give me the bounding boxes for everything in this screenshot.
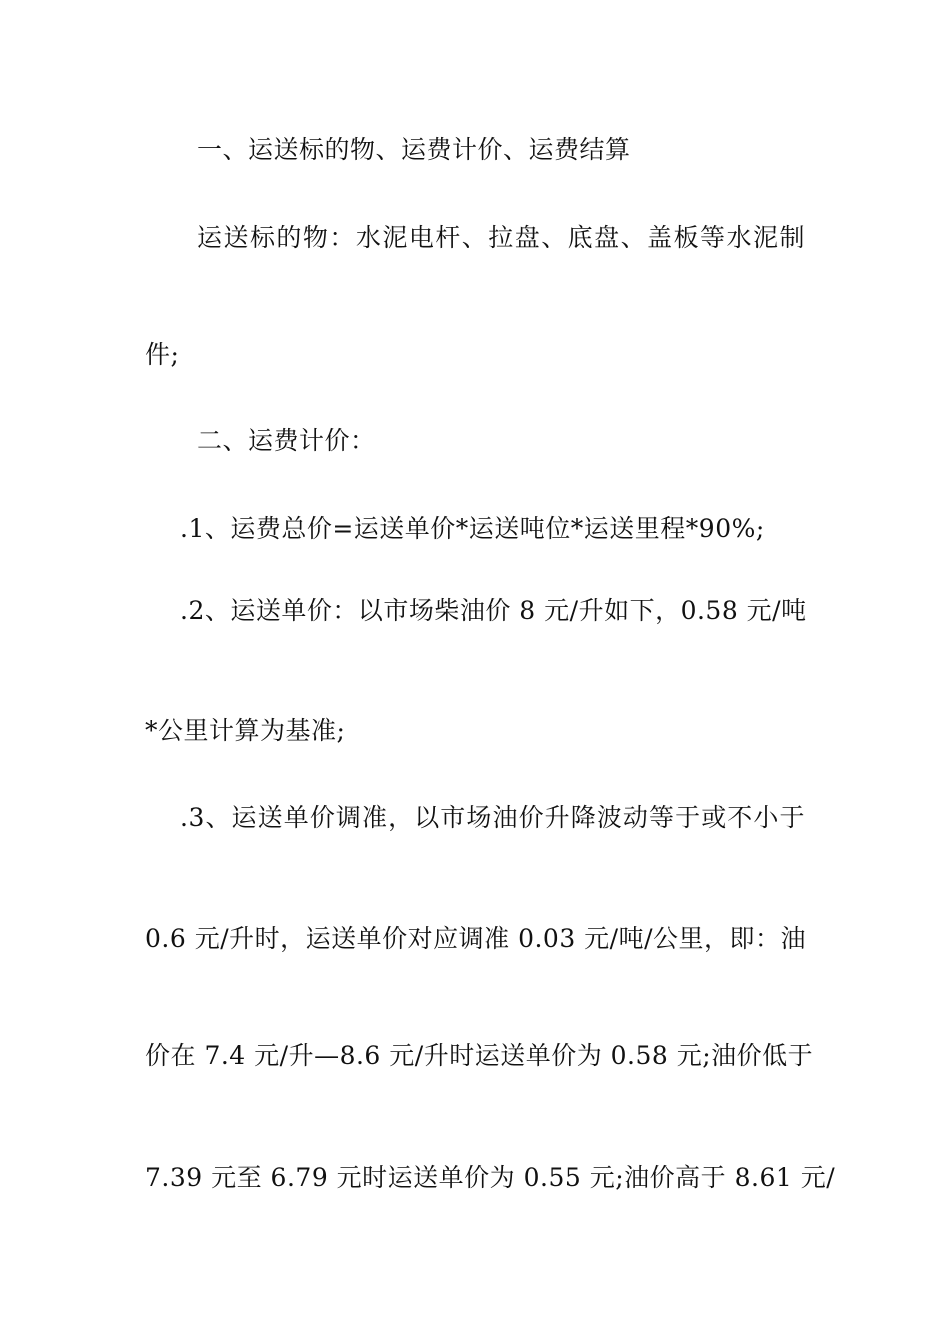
list-item-2: .2、运送单价：以市场柴油价 8 元/升如下，0.58 元/吨 [180,596,807,625]
list-item-3: .3、运送单价调准，以市场油价升降波动等于或不小于 [180,803,805,832]
paragraph-line: 价在 7.4 元/升—8.6 元/升时运送单价为 0.58 元;油价低于 [145,1041,814,1070]
paragraph-line: 运送标的物：水泥电杆、拉盘、底盘、盖板等水泥制 [197,223,805,252]
paragraph-line: 0.6 元/升时，运送单价对应调准 0.03 元/吨/公里，即：油 [145,924,807,953]
paragraph-line: 件; [145,340,180,369]
list-item-1: .1、运费总价=运送单价*运送吨位*运送里程*90%; [180,514,765,543]
paragraph-line: *公里计算为基准; [145,716,346,745]
paragraph-line: 7.39 元至 6.79 元时运送单价为 0.55 元;油价高于 8.61 元/ [145,1163,836,1192]
section-heading-1: 一、运送标的物、运费计价、运费结算 [197,135,631,164]
section-heading-2: 二、运费计价： [197,426,376,455]
